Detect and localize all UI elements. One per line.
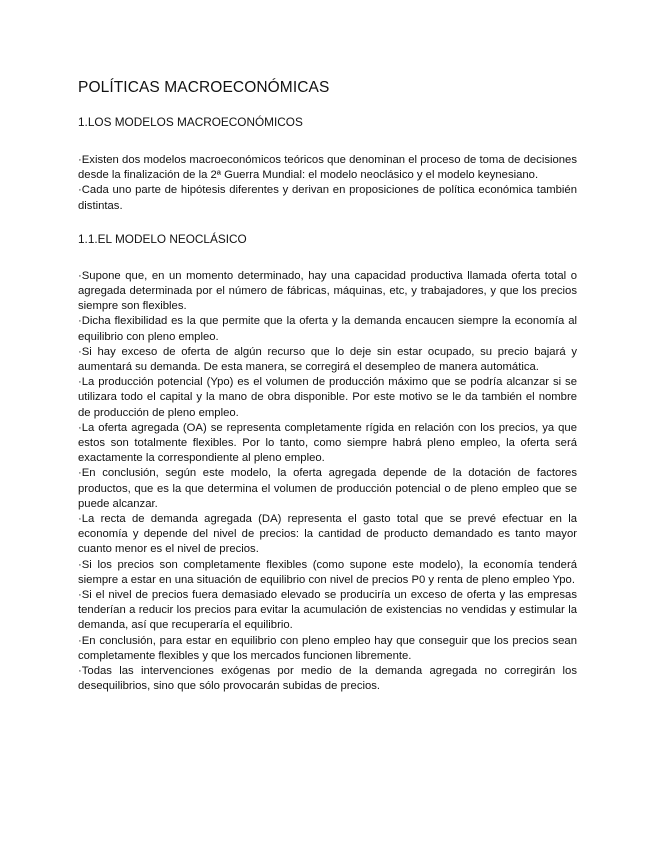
paragraph: ·Si hay exceso de oferta de algún recurso que lo deje sin estar ocupado, su precio bajará y aumentará su demanda. De esta manera, se corregirá el desempleo de manera automática. (78, 345, 577, 374)
paragraph: ·En conclusión, para estar en equilibrio con pleno empleo hay que conseguir que los precios sean completamente flexibles y que los mercados funcionen libremente. (78, 634, 577, 662)
paragraph: ·Todas las intervenciones exógenas por medio de la demanda agregada no corregirán los desequilibrios, sino que sólo provocarán subidas de precios. (78, 665, 577, 693)
paragraph: ·Dicha flexibilidad es la que permite que la oferta y la demanda encaucen siempre la economía al equilibrio con pleno empleo. (78, 315, 577, 343)
section-heading-modelos: 1.LOS MODELOS MACROECONÓMICOS (78, 115, 303, 129)
document-title: POLÍTICAS MACROECONÓMICAS (78, 79, 330, 96)
paragraph: ·Si los precios son completamente flexibles (como supone este modelo), la economía tenderá siempre a estar en una situación de equilibrio con nivel de precios P0 y renta de pleno empleo Ypo. (78, 558, 577, 586)
paragraph: ·En conclusión, según este modelo, la oferta agregada depende de la dotación de factores productos, que es la que determina el volumen de producción potencial o de pleno empleo que se puede alcanzar. (78, 467, 577, 510)
paragraph: ·Si el nivel de precios fuera demasiado elevado se produciría un exceso de oferta y las empresas tenderían a reducir los precios para evitar la acumulación de existencias no vendidas y estimular la demanda, así que recuperaría el equilibrio. (78, 589, 577, 632)
paragraph: ·La recta de demanda agregada (DA) representa el gasto total que se prevé efectuar en la economía y depende del nivel de precios: la cantidad de producto demandado es tanto mayor cuanto menor es el nivel de precios. (78, 513, 577, 556)
paragraph: ·Cada uno parte de hipótesis diferentes y derivan en proposiciones de política económica también distintas. (78, 184, 577, 212)
section-body-neoclasico (78, 269, 577, 695)
section-heading-neoclasico: 1.1.EL MODELO NEOCLÁSICO (78, 231, 247, 246)
paragraph: ·Supone que, en un momento determinado, hay una capacidad productiva llamada oferta total o agregada determinada por el número de fábricas, máquinas, etc, y trabajadores, y que los precios siempre son flexibles. (78, 269, 577, 313)
paragraph: ·Existen dos modelos macroeconómicos teóricos que denominan el proceso de toma de decisiones desde la finalización de la 2ª Guerra Mundial: el modelo neoclásico y el modelo keynesiano. (78, 154, 577, 182)
paragraph: ·La producción potencial (Ypo) es el volumen de producción máximo que se podría alcanzar si se utilizara todo el capital y la mano de obra disponible. Por este motivo se le da también el nombre de producción de pleno empleo. (78, 376, 577, 419)
section-body-modelos (78, 153, 577, 214)
paragraph: ·La oferta agregada (OA) se representa completamente rígida en relación con los precios, ya que estos son totalmente flexibles. Por lo tanto, como siempre habrá pleno empleo, la oferta será exactamente la correspondiente al pleno empleo. (78, 421, 577, 465)
